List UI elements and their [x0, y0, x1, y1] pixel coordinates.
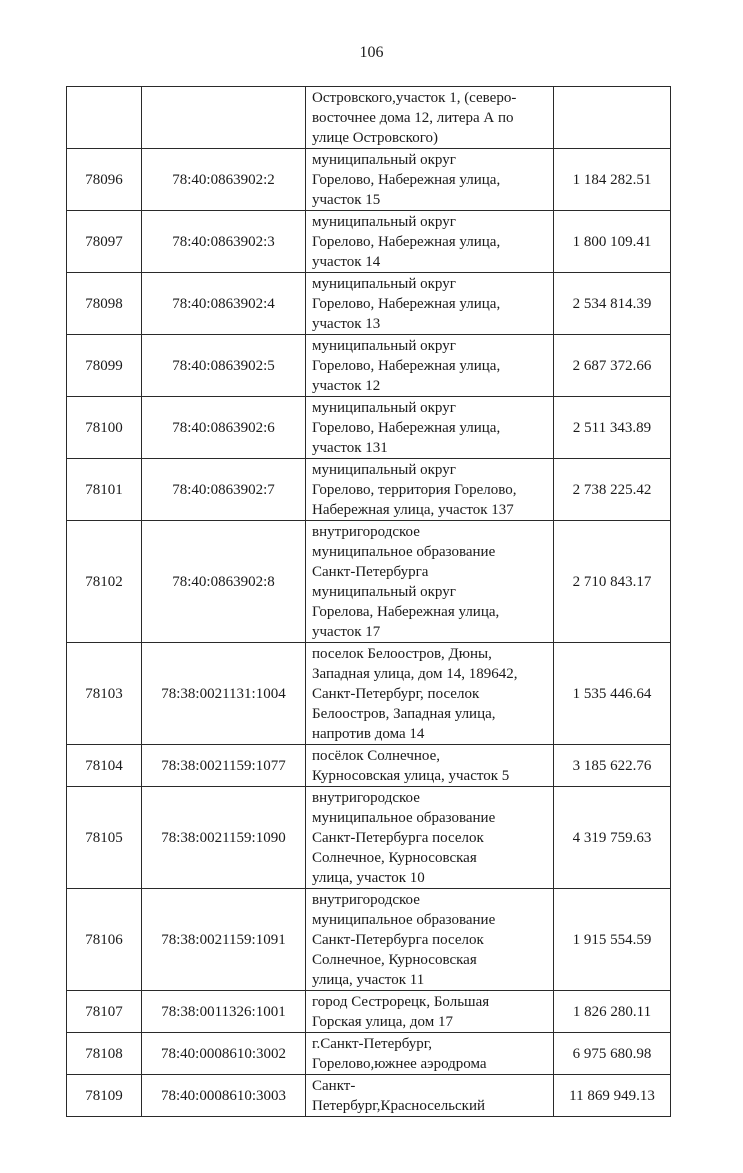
table-row [67, 521, 671, 643]
address-line: Набережная улица, участок 137 [312, 501, 514, 518]
address-line: муниципальный округ [312, 213, 456, 230]
address-line: муниципальный округ [312, 583, 456, 600]
address-line: Горелово, территория Горелово, [312, 481, 517, 498]
address [306, 211, 554, 273]
address [306, 149, 554, 211]
address [306, 889, 554, 991]
table-row [67, 745, 671, 787]
table-row [67, 397, 671, 459]
address [306, 397, 554, 459]
cadastral-number: 78:40:0008610:3003 [142, 1075, 306, 1117]
cadastral-number: 78:38:0021159:1091 [142, 889, 306, 991]
table-row [67, 991, 671, 1033]
address-line: Горелово, Набережная улица, [312, 357, 501, 374]
address-line: муниципальный округ [312, 461, 456, 478]
page-number: 106 [359, 44, 384, 61]
row-number: 78101 [67, 459, 142, 521]
address-line: участок 12 [312, 377, 381, 394]
address-line: Солнечное, Курносовская [312, 849, 477, 866]
row-number: 78103 [67, 643, 142, 745]
cadastral-value: 3 185 622.76 [554, 745, 671, 787]
address-line: муниципальное образование [312, 809, 496, 826]
address [306, 273, 554, 335]
address-line: муниципальный округ [312, 337, 456, 354]
cadastral-number: 78:40:0008610:3002 [142, 1033, 306, 1075]
cadastral-number: 78:38:0011326:1001 [142, 991, 306, 1033]
cadastral-number: 78:40:0863902:5 [142, 335, 306, 397]
table-row [67, 1033, 671, 1075]
address [306, 459, 554, 521]
row-number: 78106 [67, 889, 142, 991]
cadastral-value [554, 87, 671, 149]
address [306, 643, 554, 745]
address-line: муниципальное образование [312, 543, 496, 560]
address [306, 1075, 554, 1117]
address-line: Санкт-Петербурга поселок [312, 829, 484, 846]
address-line: Островского,участок 1, (северо- [312, 89, 517, 106]
cadastral-number: 78:40:0863902:4 [142, 273, 306, 335]
cadastral-number: 78:40:0863902:8 [142, 521, 306, 643]
cadastral-number: 78:38:0021131:1004 [142, 643, 306, 745]
cadastral-number [142, 87, 306, 149]
cadastral-value: 11 869 949.13 [554, 1075, 671, 1117]
address-line: Горелово, Набережная улица, [312, 419, 501, 436]
cadastral-number: 78:40:0863902:3 [142, 211, 306, 273]
cadastral-number: 78:38:0021159:1077 [142, 745, 306, 787]
address-line: участок 131 [312, 439, 388, 456]
address-line: муниципальный округ [312, 275, 456, 292]
row-number: 78099 [67, 335, 142, 397]
address-line: внутригородское [312, 523, 420, 540]
address-line: улица, участок 10 [312, 869, 425, 886]
address-line: Горелова, Набережная улица, [312, 603, 500, 620]
address-line: улице Островского) [312, 129, 438, 146]
cadastral-value: 2 534 814.39 [554, 273, 671, 335]
table-row [67, 1075, 671, 1117]
address-line: улица, участок 11 [312, 971, 425, 988]
address-line: внутригородское [312, 891, 420, 908]
address-line: Горская улица, дом 17 [312, 1013, 454, 1030]
address [306, 745, 554, 787]
address-line: Горелово, Набережная улица, [312, 233, 501, 250]
address-line: Курносовская улица, участок 5 [312, 767, 510, 784]
row-number: 78098 [67, 273, 142, 335]
address-line: Горелово, Набережная улица, [312, 295, 501, 312]
row-number: 78109 [67, 1075, 142, 1117]
table-row [67, 643, 671, 745]
address-line: Солнечное, Курносовская [312, 951, 477, 968]
cadastral-value: 2 511 343.89 [554, 397, 671, 459]
address-line: муниципальный округ [312, 399, 456, 416]
address-line: участок 17 [312, 623, 381, 640]
cadastral-value: 1 826 280.11 [554, 991, 671, 1033]
cadastral-value: 1 915 554.59 [554, 889, 671, 991]
cadastral-value: 4 319 759.63 [554, 787, 671, 889]
row-number: 78107 [67, 991, 142, 1033]
table-row [67, 273, 671, 335]
address-line: Западная улица, дом 14, 189642, [312, 665, 518, 682]
address-line: Санкт-Петербург, поселок [312, 685, 480, 702]
address-line: Горелово, Набережная улица, [312, 171, 501, 188]
table-row [67, 149, 671, 211]
cadastral-number: 78:40:0863902:7 [142, 459, 306, 521]
address-line: участок 14 [312, 253, 381, 270]
table-row [67, 459, 671, 521]
address [306, 1033, 554, 1075]
address [306, 521, 554, 643]
cadastral-value: 1 184 282.51 [554, 149, 671, 211]
cadastral-value: 1 535 446.64 [554, 643, 671, 745]
row-number: 78096 [67, 149, 142, 211]
address-line: муниципальное образование [312, 911, 496, 928]
address-line: Горелово,южнее аэродрома [312, 1055, 487, 1072]
address-line: посёлок Солнечное, [312, 747, 441, 764]
row-number: 78097 [67, 211, 142, 273]
cadastral-value: 2 738 225.42 [554, 459, 671, 521]
address [306, 87, 554, 149]
table-row [67, 87, 671, 149]
table-row [67, 889, 671, 991]
address-line: Санкт-Петербурга [312, 563, 429, 580]
cadastral-number: 78:40:0863902:2 [142, 149, 306, 211]
address-line: Белоостров, Западная улица, [312, 705, 496, 722]
address-line: муниципальный округ [312, 151, 456, 168]
address-line: напротив дома 14 [312, 725, 425, 742]
address-line: участок 15 [312, 191, 381, 208]
cadastral-number: 78:40:0863902:6 [142, 397, 306, 459]
row-number [67, 87, 142, 149]
row-number: 78102 [67, 521, 142, 643]
table-row [67, 211, 671, 273]
table-row [67, 787, 671, 889]
address [306, 787, 554, 889]
address-line: поселок Белоостров, Дюны, [312, 645, 492, 662]
row-number: 78104 [67, 745, 142, 787]
table-row [67, 335, 671, 397]
address-line: Петербург,Красносельский [312, 1097, 486, 1114]
row-number: 78108 [67, 1033, 142, 1075]
address-line: Санкт- [312, 1077, 356, 1094]
address [306, 335, 554, 397]
address-line: участок 13 [312, 315, 381, 332]
cadastral-value: 1 800 109.41 [554, 211, 671, 273]
address-line: Санкт-Петербурга поселок [312, 931, 484, 948]
address-line: внутригородское [312, 789, 420, 806]
address-line: восточнее дома 12, литера А по [312, 109, 514, 126]
table-body [67, 87, 671, 1117]
row-number: 78100 [67, 397, 142, 459]
cadastral-value: 2 710 843.17 [554, 521, 671, 643]
cadastral-value: 2 687 372.66 [554, 335, 671, 397]
cadastral-number: 78:38:0021159:1090 [142, 787, 306, 889]
cadastral-value: 6 975 680.98 [554, 1033, 671, 1075]
address-line: город Сестрорецк, Большая [312, 993, 490, 1010]
address-line: г.Санкт-Петербург, [312, 1035, 433, 1052]
land-registry-table [66, 86, 671, 1117]
row-number: 78105 [67, 787, 142, 889]
address [306, 991, 554, 1033]
